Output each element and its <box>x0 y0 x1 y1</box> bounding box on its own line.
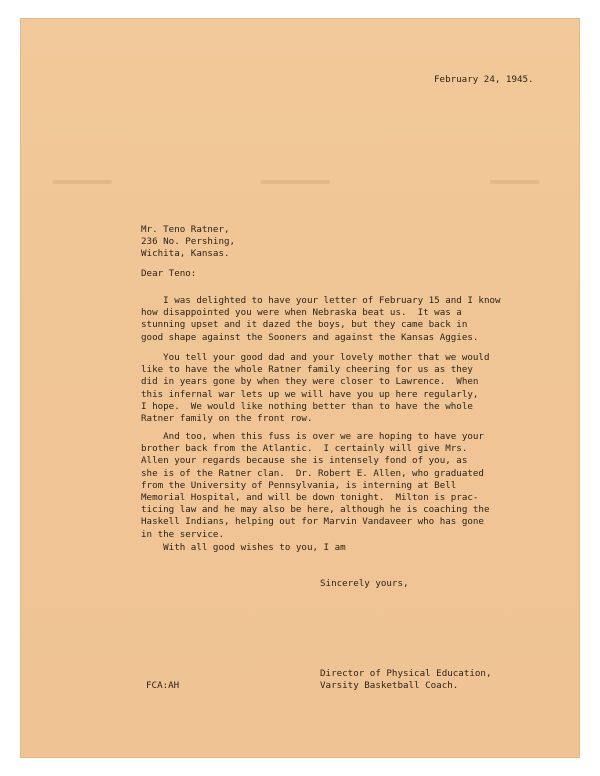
recipient-street: 236 No. Pershing, <box>141 236 236 248</box>
paragraph-2 <box>141 352 489 425</box>
paragraph-line: from the University of Pennsylvania, is interning at Bell <box>141 479 457 491</box>
closing: Sincerely yours, <box>320 578 409 589</box>
paragraph-line: brother back from the Atlantic. I certainly will give Mrs. <box>141 443 468 455</box>
typist-initials: FCA:AH <box>146 680 180 691</box>
paragraph-line: she is of the Ratner clan. Dr. Robert E. Allen, who graduated <box>141 467 484 479</box>
paragraph-line: I hope. We would like nothing better than to have the whole <box>141 400 473 412</box>
paragraph-line: Ratner family on the front row. <box>141 413 313 425</box>
paragraph-line: ticing law and he may also be here, although he is coaching the <box>141 504 490 516</box>
paragraph-line: Memorial Hospital, and will be down tonight. Milton is prac- <box>141 492 479 504</box>
recipient-address <box>141 224 235 261</box>
signature-title <box>320 668 491 692</box>
paragraph-line: You tell your good dad and your lovely mother that we would <box>141 352 490 363</box>
paragraph-line: this infernal war lets up we will have you up here regularly, <box>141 388 479 400</box>
paragraph-line: Haskell Indians, helping out for Marvin Vandaveer who has gone <box>141 516 484 528</box>
paragraph-line: did in years gone by when they were closer to Lawrence. When <box>141 376 479 388</box>
paragraph-line: stunning upset and it dazed the boys, but they came back in <box>141 319 468 331</box>
paragraph-line: how disappointed you were when Nebraska beat us. It was a <box>141 307 462 319</box>
paragraph-1 <box>141 295 501 344</box>
signature-title-line: Varsity Basketball Coach. <box>320 680 459 692</box>
recipient-name: Mr. Teno Ratner, <box>141 224 230 235</box>
paragraph-line: With all good wishes to you, I am <box>141 542 346 553</box>
paragraph-line: Allen your regards because she is intensely fond of you, as <box>141 455 468 467</box>
paragraph-4 <box>141 542 346 554</box>
paper-smudge-left <box>52 180 112 184</box>
paragraph-line: in the service. <box>141 528 224 540</box>
paragraph-line: good shape against the Sooners and against the Kansas Aggies. <box>141 331 479 343</box>
paragraph-line: I was delighted to have your letter of February 15 and I know <box>141 295 501 306</box>
paragraph-line: like to have the whole Ratner family cheering for us as they <box>141 364 473 376</box>
letter-paper <box>20 18 580 758</box>
recipient-city: Wichita, Kansas. <box>141 248 230 260</box>
paper-smudge-right <box>490 180 540 184</box>
paragraph-3 <box>141 431 489 541</box>
paper-smudge-center <box>260 180 330 184</box>
letter-date: February 24, 1945. <box>434 74 534 85</box>
signature-title-line: Director of Physical Education, <box>320 668 492 679</box>
paragraph-line: And too, when this fuss is over we are hoping to have your <box>141 431 484 442</box>
salutation: Dear Teno: <box>141 268 197 279</box>
